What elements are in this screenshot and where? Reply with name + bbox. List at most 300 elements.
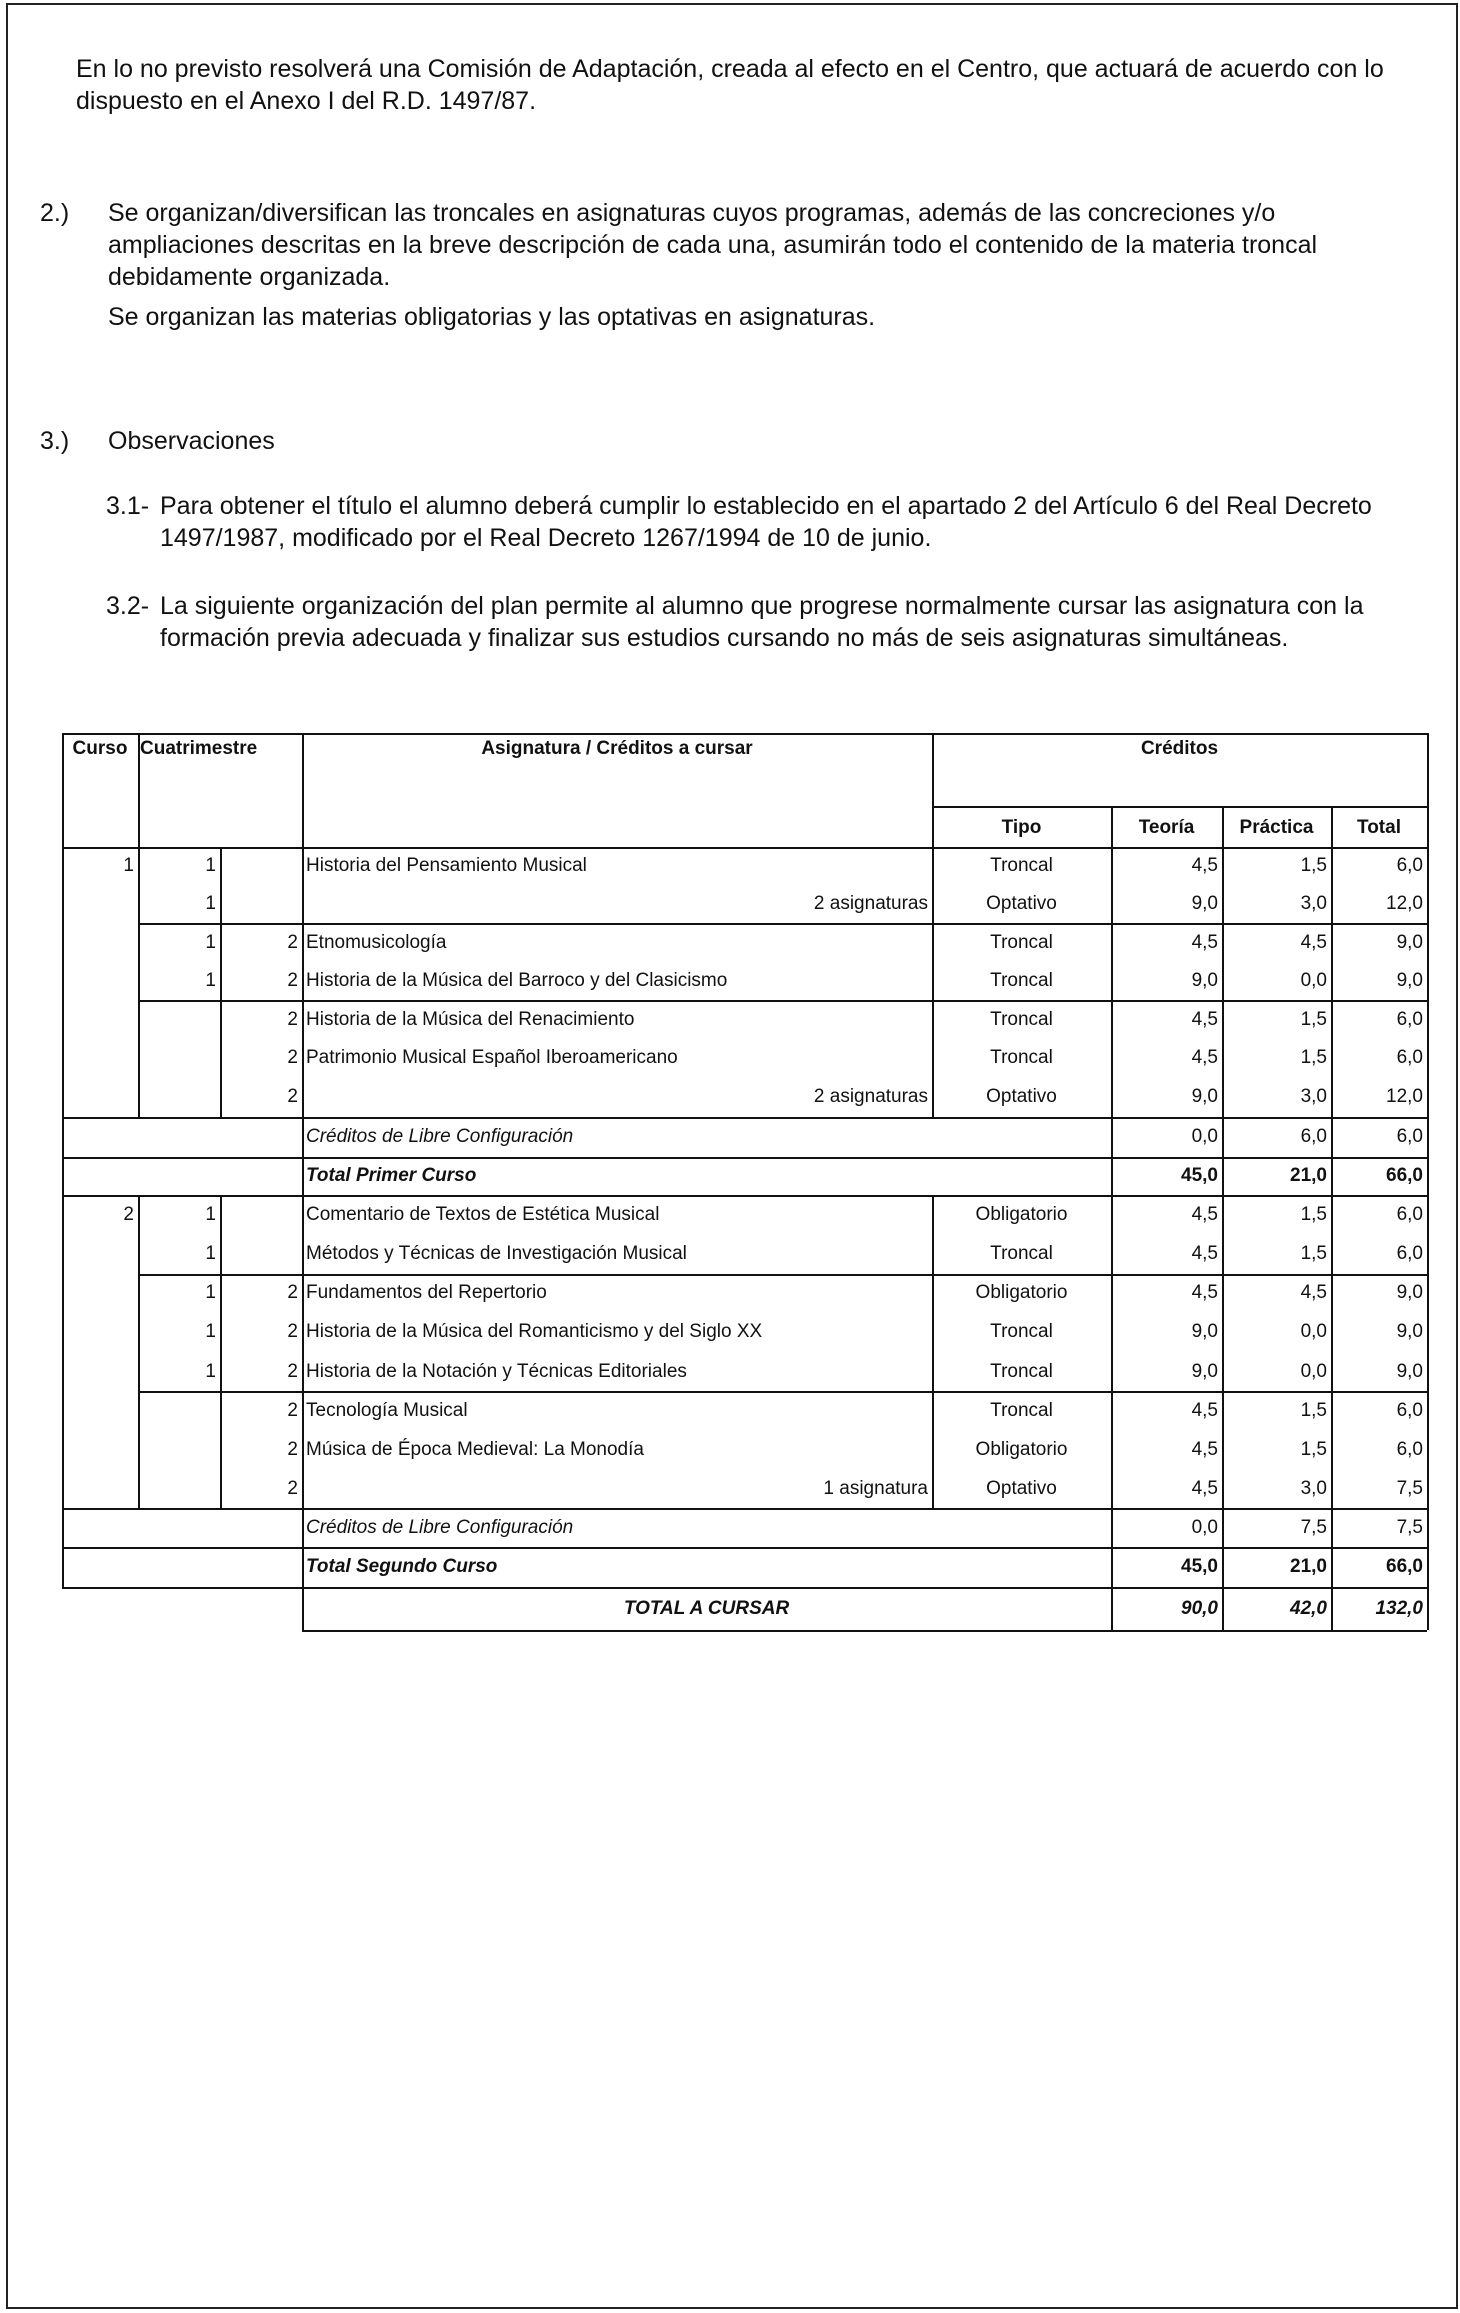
row-teoria: 4,5 bbox=[1191, 855, 1218, 876]
col-rule bbox=[62, 962, 64, 1000]
col-rule bbox=[1222, 1508, 1224, 1547]
col-rule bbox=[1331, 847, 1333, 885]
row-cuatrimestre-2: 2 bbox=[287, 1086, 298, 1107]
row-practica: 4,5 bbox=[1300, 932, 1327, 953]
col-rule bbox=[62, 1000, 64, 1039]
row-rule bbox=[62, 1195, 1427, 1197]
row-total: 9,0 bbox=[1396, 932, 1423, 953]
row-cuatrimestre-1 bbox=[138, 1430, 216, 1469]
col-rule bbox=[1111, 1000, 1113, 1039]
row-teoria: 9,0 bbox=[1191, 1086, 1218, 1107]
row-rule bbox=[62, 1508, 1427, 1510]
row-teoria: 4,5 bbox=[1191, 1400, 1218, 1421]
col-rule bbox=[1427, 1195, 1429, 1234]
col-rule bbox=[932, 1391, 934, 1430]
row-teoria: 4,5 bbox=[1191, 1282, 1218, 1303]
col-rule bbox=[1111, 962, 1113, 1000]
col-rule bbox=[62, 923, 64, 962]
col-rule bbox=[302, 1157, 304, 1195]
row-asignatura: Comentario de Textos de Estética Musical bbox=[306, 1204, 660, 1225]
row-teoria: 4,5 bbox=[1191, 1243, 1218, 1264]
col-rule bbox=[138, 1274, 140, 1312]
row-teoria: 4,5 bbox=[1191, 1204, 1218, 1225]
row-cuatrimestre-2 bbox=[220, 1508, 298, 1547]
col-rule bbox=[1427, 1157, 1429, 1195]
row-tipo: Troncal bbox=[990, 1009, 1053, 1030]
row-tipo: Troncal bbox=[990, 932, 1053, 953]
row-teoria: 0,0 bbox=[1191, 1126, 1218, 1147]
col-rule bbox=[1427, 1547, 1429, 1587]
row-tipo: Troncal bbox=[990, 1243, 1053, 1264]
col-rule bbox=[932, 847, 934, 885]
row-tipo: Troncal bbox=[990, 855, 1053, 876]
col-rule bbox=[932, 923, 934, 962]
header-cuatrimestre: Cuatrimestre bbox=[140, 738, 258, 759]
col-rule bbox=[220, 1469, 222, 1508]
col-rule bbox=[62, 1195, 64, 1234]
col-rule bbox=[1222, 1234, 1224, 1274]
row-tipo: Optativo bbox=[986, 1086, 1057, 1107]
col-rule bbox=[932, 1195, 934, 1234]
col-rule bbox=[302, 923, 304, 962]
row-asignatura: Créditos de Libre Configuración bbox=[306, 1517, 574, 1538]
row-practica: 7,5 bbox=[1300, 1517, 1327, 1538]
grand-total-label: TOTAL A CURSAR bbox=[623, 1598, 790, 1619]
col-rule bbox=[1111, 1157, 1113, 1195]
col-rule bbox=[138, 1312, 140, 1352]
row-total: 9,0 bbox=[1396, 1282, 1423, 1303]
header-asignatura: Asignatura / Créditos a cursar bbox=[481, 738, 753, 759]
grand-total-total: 132,0 bbox=[1375, 1598, 1423, 1619]
row-teoria: 4,5 bbox=[1191, 932, 1218, 953]
col-rule bbox=[1427, 1274, 1429, 1312]
header-teoria: Teoría bbox=[1138, 817, 1195, 838]
row-curso bbox=[62, 1508, 134, 1547]
col-rule bbox=[932, 1077, 934, 1117]
row-tipo: Obligatorio bbox=[975, 1204, 1068, 1225]
row-asignatura: 2 asignaturas bbox=[813, 893, 928, 914]
col-rule bbox=[302, 1039, 304, 1077]
col-rule bbox=[1111, 1195, 1113, 1234]
col-rule bbox=[302, 1469, 304, 1508]
row-teoria: 4,5 bbox=[1191, 1478, 1218, 1499]
col-rule bbox=[1331, 1117, 1333, 1157]
row-total: 12,0 bbox=[1386, 893, 1423, 914]
row-cuatrimestre-2: 2 bbox=[287, 932, 298, 953]
col-rule bbox=[62, 1352, 64, 1391]
row-cuatrimestre-2: 2 bbox=[287, 1400, 298, 1421]
row-teoria: 4,5 bbox=[1191, 1047, 1218, 1068]
section-2-text-2: Se organizan las materias obligatorias y las optativas en asignaturas. bbox=[108, 303, 876, 331]
row-curso bbox=[62, 1157, 134, 1195]
row-curso bbox=[62, 1000, 134, 1039]
row-asignatura: Patrimonio Musical Español Iberoamericano bbox=[306, 1047, 678, 1068]
col-rule bbox=[302, 1077, 304, 1117]
section-3-number: 3.) bbox=[40, 427, 70, 455]
row-cuatrimestre-1 bbox=[138, 1469, 216, 1508]
row-practica: 3,0 bbox=[1300, 1478, 1327, 1499]
col-rule bbox=[1111, 1039, 1113, 1077]
col-rule bbox=[1111, 1547, 1113, 1587]
section-3-2-number: 3.2- bbox=[106, 592, 150, 620]
row-total: 6,0 bbox=[1396, 1400, 1423, 1421]
row-total: 6,0 bbox=[1396, 1439, 1423, 1460]
col-rule bbox=[1222, 1274, 1224, 1312]
col-rule bbox=[932, 1352, 934, 1391]
row-cuatrimestre-1 bbox=[138, 1039, 216, 1077]
row-asignatura: Historia de la Notación y Técnicas Editoriales bbox=[306, 1361, 687, 1382]
row-practica: 6,0 bbox=[1300, 1126, 1327, 1147]
row-curso bbox=[62, 1430, 134, 1469]
col-rule bbox=[220, 1000, 222, 1039]
col-rule bbox=[1111, 847, 1113, 885]
row-practica: 3,0 bbox=[1300, 893, 1327, 914]
row-cuatrimestre-1: 1 bbox=[205, 1243, 216, 1264]
col-rule bbox=[1427, 1587, 1429, 1630]
col-rule bbox=[302, 1352, 304, 1391]
row-total: 6,0 bbox=[1396, 1204, 1423, 1225]
col-rule bbox=[302, 1000, 304, 1039]
col-rule bbox=[62, 1430, 64, 1469]
col-rule bbox=[1222, 1157, 1224, 1195]
col-rule bbox=[62, 1547, 64, 1587]
col-rule bbox=[1331, 923, 1333, 962]
row-tipo bbox=[932, 1157, 1111, 1195]
row-cuatrimestre-1 bbox=[138, 1157, 216, 1195]
col-rule bbox=[1222, 806, 1224, 847]
col-rule bbox=[302, 1430, 304, 1469]
col-rule bbox=[932, 1274, 934, 1312]
col-rule bbox=[62, 885, 64, 923]
row-curso bbox=[62, 1547, 134, 1587]
row-practica: 4,5 bbox=[1300, 1282, 1327, 1303]
col-rule bbox=[62, 1312, 64, 1352]
row-curso bbox=[62, 1352, 134, 1391]
row-total: 6,0 bbox=[1396, 855, 1423, 876]
row-tipo: Troncal bbox=[990, 1400, 1053, 1421]
col-rule bbox=[932, 1430, 934, 1469]
col-rule bbox=[1427, 1077, 1429, 1117]
col-rule bbox=[1331, 1469, 1333, 1508]
col-rule bbox=[1427, 733, 1429, 847]
col-rule bbox=[1427, 1039, 1429, 1077]
row-practica: 1,5 bbox=[1300, 1243, 1327, 1264]
col-rule bbox=[62, 1469, 64, 1508]
col-rule bbox=[138, 962, 140, 1000]
row-cuatrimestre-1: 1 bbox=[205, 1282, 216, 1303]
row-practica: 21,0 bbox=[1290, 1165, 1327, 1186]
col-rule bbox=[62, 1391, 64, 1430]
row-rule bbox=[62, 1547, 1427, 1549]
row-total: 12,0 bbox=[1386, 1086, 1423, 1107]
col-rule bbox=[1427, 885, 1429, 923]
col-rule bbox=[220, 1234, 222, 1274]
row-cuatrimestre-1 bbox=[138, 1391, 216, 1430]
col-rule bbox=[1331, 1157, 1333, 1195]
col-rule bbox=[1427, 1430, 1429, 1469]
header-curso: Curso bbox=[72, 738, 128, 759]
col-rule bbox=[932, 962, 934, 1000]
col-rule bbox=[138, 847, 140, 885]
row-total: 7,5 bbox=[1396, 1478, 1423, 1499]
col-rule bbox=[1427, 1508, 1429, 1547]
row-asignatura: Etnomusicología bbox=[306, 932, 447, 953]
col-rule bbox=[220, 1312, 222, 1352]
col-rule bbox=[220, 962, 222, 1000]
col-rule bbox=[932, 1312, 934, 1352]
col-rule bbox=[1427, 1391, 1429, 1430]
row-asignatura: Música de Época Medieval: La Monodía bbox=[306, 1439, 644, 1460]
row-curso bbox=[62, 1039, 134, 1077]
col-rule bbox=[220, 1391, 222, 1430]
row-total: 6,0 bbox=[1396, 1126, 1423, 1147]
col-rule bbox=[62, 1508, 64, 1547]
col-rule bbox=[62, 1039, 64, 1077]
col-rule bbox=[1111, 1234, 1113, 1274]
row-tipo: Troncal bbox=[990, 1047, 1053, 1068]
col-rule bbox=[1222, 1391, 1224, 1430]
header-creditos: Créditos bbox=[1140, 738, 1219, 759]
col-rule bbox=[932, 885, 934, 923]
col-rule bbox=[932, 1469, 934, 1508]
col-rule bbox=[1222, 923, 1224, 962]
row-cuatrimestre-2 bbox=[220, 1234, 298, 1274]
row-practica: 1,5 bbox=[1300, 1047, 1327, 1068]
col-rule bbox=[1222, 1312, 1224, 1352]
row-rule bbox=[62, 1117, 1427, 1119]
col-rule bbox=[1111, 885, 1113, 923]
col-rule bbox=[1222, 1117, 1224, 1157]
row-teoria: 45,0 bbox=[1181, 1165, 1218, 1186]
grand-total-teoria: 90,0 bbox=[1181, 1598, 1218, 1619]
col-rule bbox=[1331, 1234, 1333, 1274]
col-rule bbox=[302, 1195, 304, 1234]
col-rule bbox=[302, 1391, 304, 1430]
grand-total-bottom-rule bbox=[302, 1630, 1427, 1632]
col-rule bbox=[302, 1117, 304, 1157]
row-asignatura: Métodos y Técnicas de Investigación Musical bbox=[306, 1243, 687, 1264]
row-total: 7,5 bbox=[1396, 1517, 1423, 1538]
col-rule bbox=[220, 1274, 222, 1312]
col-rule bbox=[1427, 923, 1429, 962]
row-asignatura: Total Primer Curso bbox=[306, 1165, 477, 1186]
col-rule bbox=[302, 1547, 304, 1587]
col-rule bbox=[1331, 1352, 1333, 1391]
row-practica: 1,5 bbox=[1300, 1204, 1327, 1225]
row-cuatrimestre-2: 2 bbox=[287, 1361, 298, 1382]
col-rule bbox=[138, 1077, 140, 1117]
row-asignatura: Total Segundo Curso bbox=[306, 1556, 498, 1577]
intro-paragraph: En lo no previsto resolverá una Comisión de Adaptación, creada al efecto en el Centro, que actuará de acuerdo con lo dispuesto en el Anexo I del R.D. 1497/87. bbox=[76, 55, 1384, 115]
row-asignatura: Fundamentos del Repertorio bbox=[306, 1282, 547, 1303]
row-curso: 2 bbox=[123, 1204, 134, 1225]
row-cuatrimestre-2 bbox=[220, 1547, 298, 1587]
col-rule bbox=[1222, 1430, 1224, 1469]
col-rule bbox=[1331, 1547, 1333, 1587]
col-rule bbox=[1222, 885, 1224, 923]
row-asignatura: 2 asignaturas bbox=[813, 1086, 928, 1107]
row-tipo: Optativo bbox=[986, 893, 1057, 914]
col-rule bbox=[1331, 1039, 1333, 1077]
row-asignatura: Historia del Pensamiento Musical bbox=[306, 855, 587, 876]
col-rule bbox=[220, 923, 222, 962]
row-total: 9,0 bbox=[1396, 1321, 1423, 1342]
col-rule bbox=[1111, 1312, 1113, 1352]
col-rule bbox=[1427, 1469, 1429, 1508]
col-rule bbox=[138, 1234, 140, 1274]
row-curso bbox=[62, 1312, 134, 1352]
col-rule bbox=[62, 1274, 64, 1312]
row-cuatrimestre-2: 2 bbox=[287, 1439, 298, 1460]
col-rule bbox=[302, 847, 304, 885]
row-total: 9,0 bbox=[1396, 1361, 1423, 1382]
row-rule bbox=[138, 1274, 1427, 1276]
col-rule bbox=[1222, 1352, 1224, 1391]
col-rule bbox=[1427, 1000, 1429, 1039]
row-cuatrimestre-1: 1 bbox=[205, 893, 216, 914]
col-rule bbox=[1222, 1469, 1224, 1508]
row-cuatrimestre-1: 1 bbox=[205, 932, 216, 953]
col-rule bbox=[932, 733, 934, 847]
row-asignatura: Créditos de Libre Configuración bbox=[306, 1126, 574, 1147]
row-teoria: 9,0 bbox=[1191, 1361, 1218, 1382]
row-curso: 1 bbox=[123, 855, 134, 876]
row-tipo bbox=[932, 1117, 1111, 1157]
row-practica: 3,0 bbox=[1300, 1086, 1327, 1107]
row-tipo bbox=[932, 1508, 1111, 1547]
col-rule bbox=[1331, 1195, 1333, 1234]
col-rule bbox=[1111, 806, 1113, 847]
row-tipo: Optativo bbox=[986, 1478, 1057, 1499]
row-cuatrimestre-2: 2 bbox=[287, 1321, 298, 1342]
row-total: 66,0 bbox=[1386, 1556, 1423, 1577]
row-cuatrimestre-2: 2 bbox=[287, 1047, 298, 1068]
row-cuatrimestre-2 bbox=[220, 1195, 298, 1234]
row-cuatrimestre-2 bbox=[220, 1117, 298, 1157]
row-tipo bbox=[932, 1547, 1111, 1587]
col-rule bbox=[1111, 1352, 1113, 1391]
col-rule bbox=[1427, 1234, 1429, 1274]
row-cuatrimestre-1 bbox=[138, 1077, 216, 1117]
section-3-1-text: Para obtener el título el alumno deberá cumplir lo establecido en el apartado 2 del Artículo 6 del Real Decreto 1497/1987, modificado por el Real Decreto 1267/1994 de 10 de junio. bbox=[160, 492, 1372, 552]
row-rule bbox=[138, 923, 1427, 925]
row-teoria: 9,0 bbox=[1191, 1321, 1218, 1342]
col-rule bbox=[1222, 1195, 1224, 1234]
col-rule bbox=[62, 1157, 64, 1195]
row-asignatura: Tecnología Musical bbox=[306, 1400, 468, 1421]
col-rule bbox=[1111, 1274, 1113, 1312]
row-tipo: Obligatorio bbox=[975, 1439, 1068, 1460]
col-rule bbox=[1331, 1391, 1333, 1430]
row-cuatrimestre-1 bbox=[138, 1547, 216, 1587]
row-curso bbox=[62, 1274, 134, 1312]
col-rule bbox=[1111, 1117, 1113, 1157]
col-rule bbox=[1331, 806, 1333, 847]
row-total: 6,0 bbox=[1396, 1047, 1423, 1068]
row-cuatrimestre-1: 1 bbox=[205, 1361, 216, 1382]
col-rule bbox=[1222, 962, 1224, 1000]
row-curso bbox=[62, 923, 134, 962]
col-rule bbox=[1331, 1508, 1333, 1547]
row-cuatrimestre-1: 1 bbox=[205, 1321, 216, 1342]
col-rule bbox=[138, 1039, 140, 1077]
row-cuatrimestre-1: 1 bbox=[205, 1204, 216, 1225]
row-teoria: 45,0 bbox=[1181, 1556, 1218, 1577]
header-tipo: Tipo bbox=[1001, 817, 1042, 838]
col-rule bbox=[220, 1077, 222, 1117]
col-rule bbox=[138, 1430, 140, 1469]
row-cuatrimestre-1 bbox=[138, 1000, 216, 1039]
col-rule bbox=[62, 847, 64, 885]
row-tipo: Troncal bbox=[990, 970, 1053, 991]
col-rule bbox=[1111, 1469, 1113, 1508]
row-curso bbox=[62, 1234, 134, 1274]
row-cuatrimestre-2: 2 bbox=[287, 1282, 298, 1303]
col-rule bbox=[1111, 1508, 1113, 1547]
col-rule bbox=[1427, 962, 1429, 1000]
col-rule bbox=[62, 733, 64, 847]
row-rule bbox=[62, 1157, 1427, 1159]
col-rule bbox=[220, 1195, 222, 1234]
col-rule bbox=[1427, 1117, 1429, 1157]
row-cuatrimestre-1 bbox=[138, 1508, 216, 1547]
col-rule bbox=[302, 1234, 304, 1274]
col-rule bbox=[1222, 1547, 1224, 1587]
col-rule bbox=[62, 1117, 64, 1157]
row-curso bbox=[62, 962, 134, 1000]
row-asignatura: Historia de la Música del Renacimiento bbox=[306, 1009, 635, 1030]
section-3-1-number: 3.1- bbox=[106, 492, 150, 520]
col-rule bbox=[1331, 1312, 1333, 1352]
col-rule bbox=[220, 1352, 222, 1391]
col-rule bbox=[220, 885, 222, 923]
col-rule bbox=[1331, 962, 1333, 1000]
col-rule bbox=[138, 1391, 140, 1430]
col-rule bbox=[302, 962, 304, 1000]
row-practica: 1,5 bbox=[1300, 1009, 1327, 1030]
row-tipo: Troncal bbox=[990, 1321, 1053, 1342]
col-rule bbox=[1427, 847, 1429, 885]
col-rule bbox=[1111, 1077, 1113, 1117]
col-rule bbox=[1111, 923, 1113, 962]
row-teoria: 9,0 bbox=[1191, 893, 1218, 914]
col-rule bbox=[138, 733, 140, 847]
row-practica: 21,0 bbox=[1290, 1556, 1327, 1577]
col-rule bbox=[302, 1508, 304, 1547]
col-rule bbox=[1222, 1039, 1224, 1077]
row-rule bbox=[138, 1000, 1427, 1002]
row-practica: 1,5 bbox=[1300, 1400, 1327, 1421]
row-total: 6,0 bbox=[1396, 1009, 1423, 1030]
col-rule bbox=[1222, 1077, 1224, 1117]
row-cuatrimestre-2: 2 bbox=[287, 1009, 298, 1030]
row-practica: 0,0 bbox=[1300, 1361, 1327, 1382]
col-rule bbox=[1222, 847, 1224, 885]
row-curso bbox=[62, 885, 134, 923]
row-cuatrimestre-1 bbox=[138, 1117, 216, 1157]
row-cuatrimestre-1: 1 bbox=[205, 855, 216, 876]
col-rule bbox=[932, 1000, 934, 1039]
col-rule bbox=[62, 1077, 64, 1117]
col-rule bbox=[302, 1312, 304, 1352]
col-rule bbox=[302, 733, 304, 847]
row-total: 66,0 bbox=[1386, 1165, 1423, 1186]
row-teoria: 4,5 bbox=[1191, 1009, 1218, 1030]
col-rule bbox=[138, 1000, 140, 1039]
col-rule bbox=[1331, 1274, 1333, 1312]
row-cuatrimestre-2 bbox=[220, 885, 298, 923]
section-3-2-text: La siguiente organización del plan permite al alumno que progrese normalmente cursar las asignatura con la formación previa adecuada y finalizar sus estudios cursando no más de seis asignaturas simultáneas. bbox=[160, 592, 1364, 652]
